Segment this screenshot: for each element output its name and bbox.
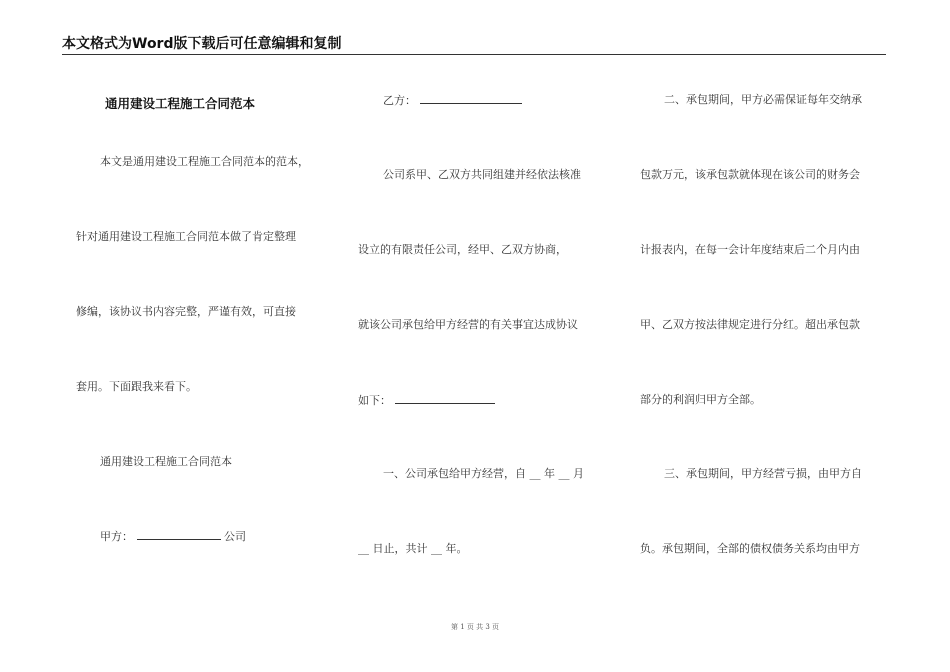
- party-a-label: 甲方：: [100, 530, 133, 543]
- col3-line-5: 部分的利润归甲方全部。: [640, 393, 761, 406]
- document-title: 通用建设工程施工合同范本: [105, 96, 256, 111]
- document-header: 本文格式为Word版下载后可任意编辑和复制: [62, 36, 342, 52]
- col2-line-4: [358, 393, 495, 408]
- page-footer: 第 1 页 共 3 页: [450, 623, 500, 631]
- party-a-line: [100, 529, 246, 544]
- col3-line-6: 三、承包期间，甲方经营亏损，由甲方自: [664, 467, 862, 480]
- party-b-label: 乙方：: [383, 94, 416, 107]
- col1-line-4: 套用。下面跟我来看下。: [76, 380, 197, 393]
- col2-line-6: __ 日止，共计 __ 年。: [358, 542, 468, 555]
- col2-line-2: 设立的有限责任公司，经甲、乙双方协商，: [358, 243, 567, 256]
- col3-line-7: 负。承包期间，全部的债权债务关系均由甲方: [640, 542, 860, 555]
- col2-line-4-blank: [395, 393, 495, 404]
- col1-subtitle: 通用建设工程施工合同范本: [100, 455, 232, 468]
- header-divider: [62, 54, 886, 55]
- col3-line-4: 甲、乙双方按法律规定进行分红。超出承包款: [640, 318, 860, 331]
- col1-line-1: 本文是通用建设工程施工合同范本的范本，: [100, 155, 309, 168]
- col3-line-2: 包款万元，该承包款就体现在该公司的财务会: [640, 168, 860, 181]
- col2-line-3: 就该公司承包给甲方经营的有关事宜达成协议: [358, 318, 578, 331]
- party-a-suffix: 公司: [224, 530, 246, 543]
- col2-line-5: 一、公司承包给甲方经营，自 __ 年 __ 月: [383, 467, 584, 480]
- col1-line-2: 针对通用建设工程施工合同范本做了肯定整理: [76, 230, 296, 243]
- party-b-line: [383, 93, 522, 108]
- party-a-blank: [137, 529, 221, 540]
- col2-line-1: 公司系甲、乙双方共同组建并经依法核准: [383, 168, 581, 181]
- col2-line-4-label: 如下：: [358, 394, 391, 407]
- col3-line-3: 计报表内，在每一会计年度结束后二个月内由: [640, 243, 860, 256]
- party-b-blank: [420, 93, 522, 104]
- col3-line-1: 二、承包期间，甲方必需保证每年交纳承: [664, 93, 862, 106]
- col1-line-3: 修编，该协议书内容完整，严谨有效，可直接: [76, 305, 296, 318]
